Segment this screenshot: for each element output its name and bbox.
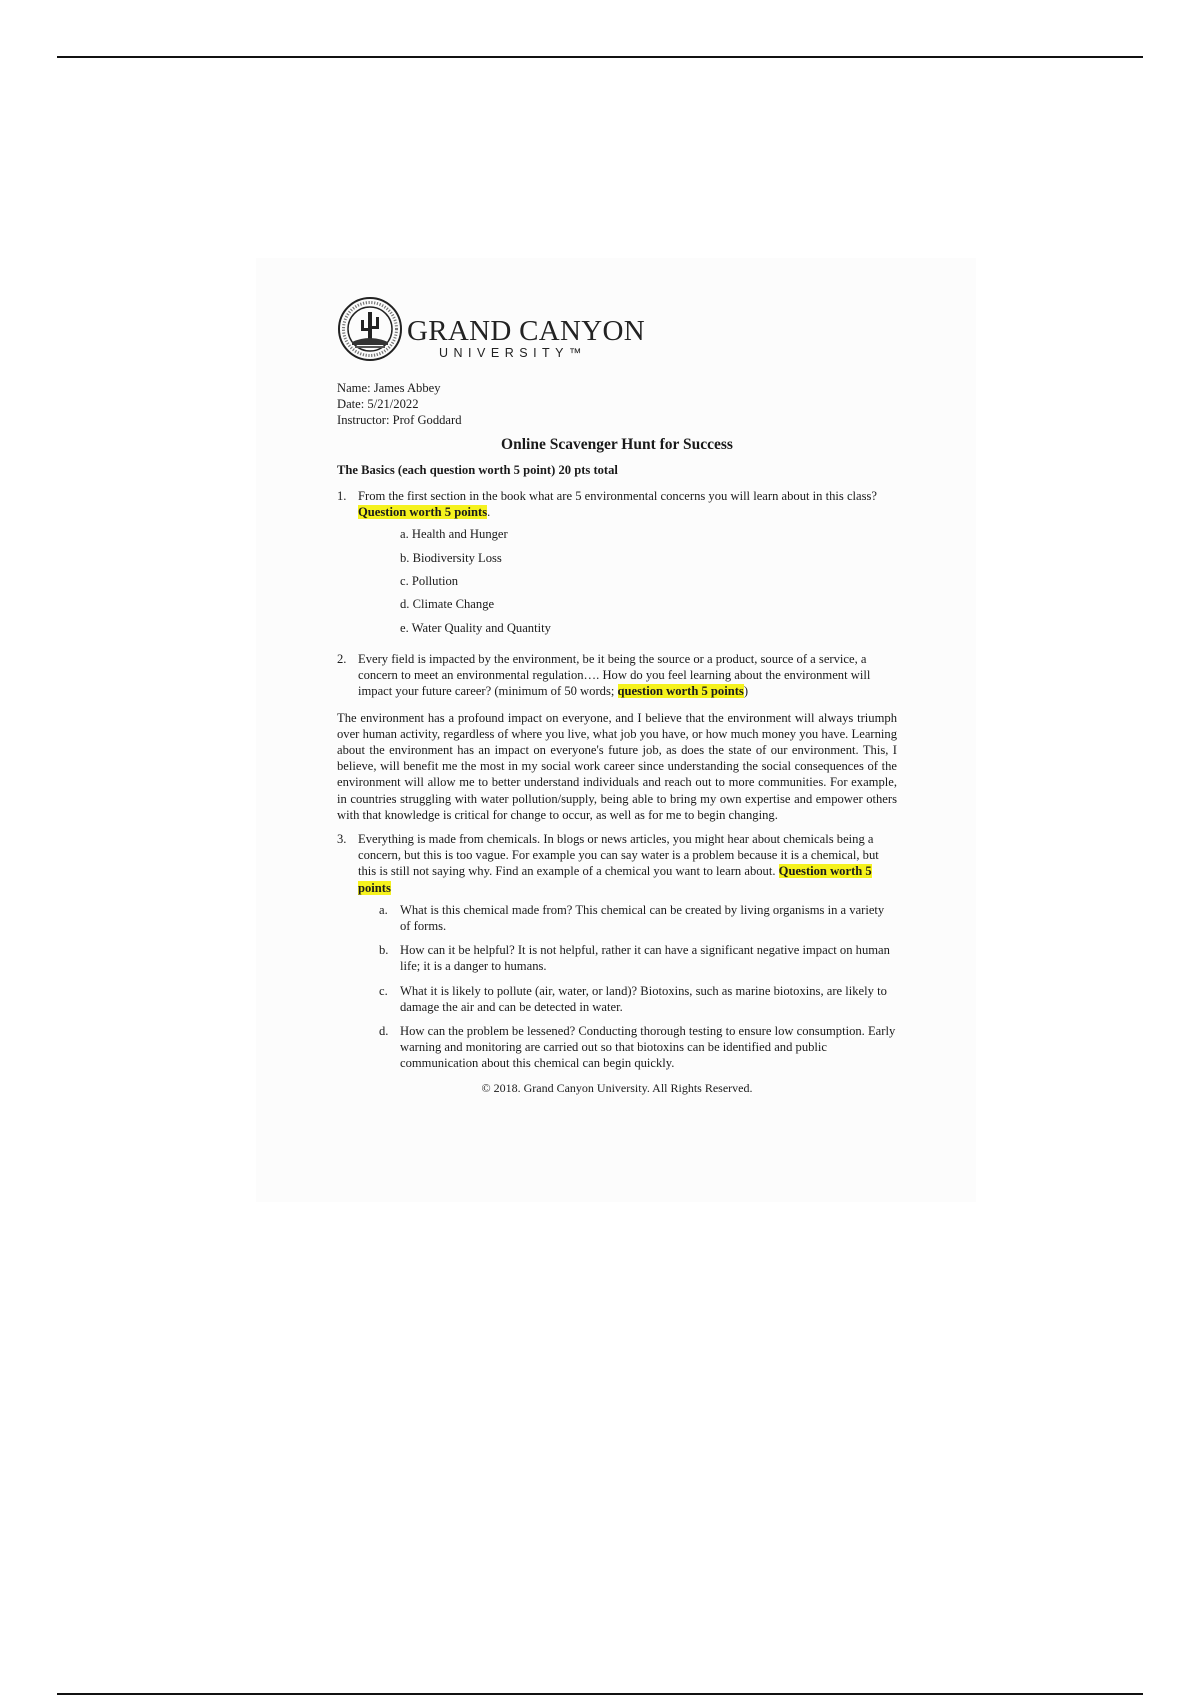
university-name: GRAND CANYON — [407, 315, 646, 347]
list-item: e. Water Quality and Quantity — [400, 620, 551, 635]
university-logo — [337, 296, 897, 366]
list-item — [379, 983, 897, 1015]
question-tail: . — [487, 505, 491, 520]
item-letter: b. — [379, 943, 389, 958]
points-highlight: question worth 5 points — [617, 684, 744, 699]
page-top-rule — [57, 56, 1143, 58]
list-item: b. Biodiversity Loss — [400, 550, 502, 565]
item-text: How can the problem be lessened? Conducting thorough testing to ensure low consumption. Early warning and monitoring are carried out so that biotoxins can be identified and public communication about this chemical can begin quickly. — [400, 1023, 896, 1071]
answer-paragraph: The environment has a profound impact on everyone, and I believe that the environment will always triumph over human activity, regardless of where you live, what job you have, or how much money you have. Learning about the environment has an impact on everyone's future job, as does the state of our environment. This, I believe, will benefit me the most in my social work career since understanding the social consequences of the environment will allow me to better understand individuals and reach out to more communities. For example, in countries struggling with water pollution/supply, being able to bring my own expertise and empower others with that knowledge is critical for change to occur, as well as for me to begin changing. — [337, 710, 897, 822]
document-title: Online Scavenger Hunt for Success — [501, 436, 733, 453]
points-highlight: Question worth 5 points — [358, 864, 872, 895]
university-wordmark — [407, 315, 646, 360]
item-text: What is this chemical made from? This chemical can be created by living organisms in a variety of forms. — [400, 902, 885, 933]
list-item: d. Climate Change — [400, 597, 495, 612]
concerns-list — [400, 526, 897, 642]
question-2 — [337, 651, 897, 700]
item-text: What it is likely to pollute (air, water, or land)? Biotoxins, such as marine biotoxins, are likely to damage the air and can be detected in water. — [400, 983, 887, 1014]
question-text: From the first section in the book what are 5 environmental concerns you will learn about in this class? — [358, 489, 878, 503]
student-name: Name: James Abbey — [337, 381, 441, 395]
item-text: How can it be helpful? It is not helpful, rather it can have a significant negative impact on human life; it is a danger to humans. — [400, 943, 890, 974]
section-heading: The Basics (each question worth 5 point) 20 pts total — [337, 463, 618, 477]
question-text: Everything is made from chemicals. In blogs or news articles, you might hear about chemicals being a concern, but this is too vague. For example you can say water is a problem because it is a chemical, but this is still not saying why. Find an example of a chemical you want to learn about. — [358, 831, 879, 879]
item-letter: d. — [379, 1023, 389, 1038]
instructor-name: Instructor: Prof Goddard — [337, 413, 462, 427]
list-item: c. Pollution — [400, 574, 459, 588]
university-seal-icon — [337, 296, 403, 362]
points-highlight: Question worth 5 points — [358, 505, 488, 520]
item-letter: a. — [379, 902, 388, 917]
submission-date: Date: 5/21/2022 — [337, 397, 419, 411]
question-number: 3. — [337, 831, 347, 846]
list-item — [379, 942, 897, 974]
question-1 — [337, 488, 897, 520]
list-item — [379, 1023, 897, 1072]
question-text: Every field is impacted by the environment, be it being the source or a product, source of a service, a concern to meet an environmental regulation…. How do you feel learning about the environment will impact your future career? (minimum of 50 words; — [358, 651, 871, 699]
question-tail: ) — [743, 684, 749, 699]
list-item: a. Health and Hunger — [400, 527, 508, 542]
question-number: 1. — [337, 489, 347, 503]
copyright-footer: © 2018. Grand Canyon University. All Rights Reserved. — [481, 1080, 753, 1095]
student-info — [337, 380, 897, 428]
university-subtitle: UNIVERSITY™ — [439, 346, 588, 360]
item-letter: c. — [379, 983, 388, 998]
question-3 — [337, 831, 897, 896]
document-content — [337, 296, 897, 1096]
question-number: 2. — [337, 651, 347, 666]
list-item — [379, 902, 897, 934]
page-bottom-rule — [57, 1693, 1143, 1695]
chemical-questions — [379, 902, 897, 1072]
